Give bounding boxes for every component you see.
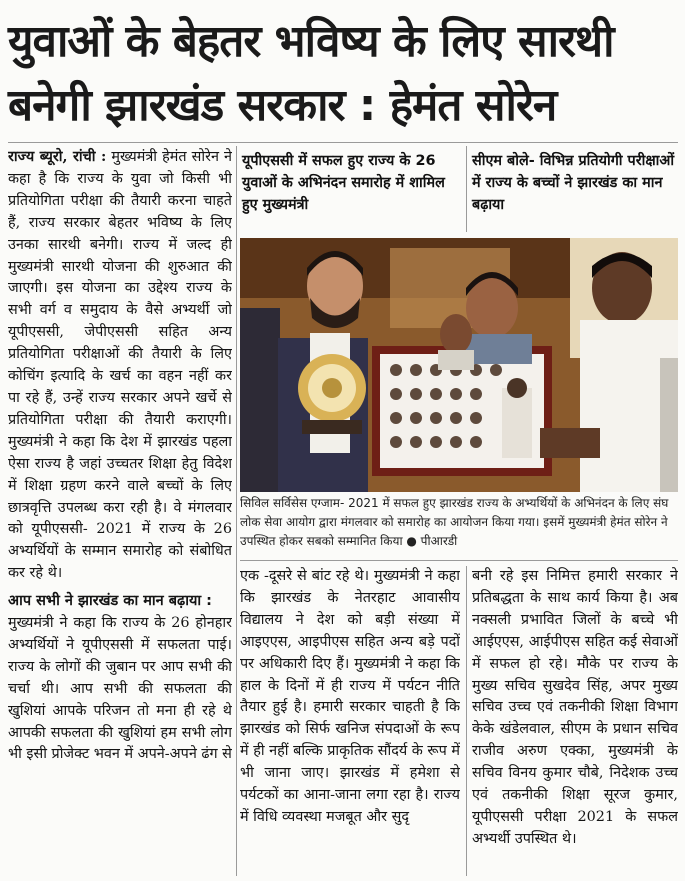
caption-rule bbox=[240, 560, 678, 561]
headline-line-1: युवाओं के बेहतर भविष्य के लिए सारथी bbox=[8, 16, 614, 67]
photo-caption: सिविल सर्विसेस एग्जाम- 2021 में सफल हुए झारखंड राज्य के अभ्यर्थियों के अभिनंदन के लिए संघ लोक सेवा आयोग द्वारा मंगलवार को समारोह का आयोजन किया गया। इसमें मुख्यमंत्री हेमंत सोरेन ने उपस्थित होकर सबको सम्मानित किया ● पीआरडी bbox=[240, 496, 669, 548]
kicker-divider bbox=[466, 146, 467, 232]
column-divider-left bbox=[236, 146, 237, 876]
award-ceremony-photo bbox=[240, 238, 678, 492]
kicker-right: सीएम बोले- विभिन्न प्रतियोगी परीक्षाओं में राज्य के बच्चों ने झारखंड का मान बढ़ाया bbox=[472, 153, 675, 213]
kicker-left: यूपीएससी में सफल हुए राज्य के 26 युवाओं के अभिनंदन समारोह में शामिल हुए मुख्यमंत्री bbox=[242, 153, 445, 213]
headline-line-2: बनेगी झारखंड सरकार : हेमंत सोरेन bbox=[8, 80, 557, 131]
dateline: राज्य ब्यूरो, रांची : bbox=[8, 148, 107, 165]
article-column-left bbox=[8, 146, 232, 874]
article-column-right: बनी रहे इस निमित्त हमारी सरकार ने प्रतिबद्धता के साथ कार्य किया है। अब नक्सली प्रभावित जिलों के बच्चे भी आईएएस, आईपीएस सहित कई सेवाओं में सफल हो रहे। मौके पर राज्य के मुख्य सचिव सुखदेव सिंह, अपर मुख्य सचिव उच्च एवं तकनीकी शिक्षा विभाग केके खंडेलवाल, सीएम के प्रधान सचिव राजीव अरुण एक्का, मुख्यमंत्री के सचिव विनय कुमार चौबे, निदेशक उच्च एवं तकनीकी शिक्षा सूरज कुमार, यूपीएससी परीक्षा 2021 के सफल अभ्यर्थी उपस्थित थे। bbox=[472, 568, 678, 847]
article-paragraph-2: मुख्यमंत्री ने कहा कि राज्य के 26 होनहार अभ्यर्थियों ने यूपीएससी में सफलता पाई। राज्य के लोगों की जुबान पर आप सभी की चर्चा थी। आप सभी की सफलता की खुशियां आपके परिजन तो मना ही रहे थे आपकी सफलता की खुशियां हम सभी लोग भी इसी प्रोजेक्ट भवन में अपने-अपने ढंग से bbox=[8, 615, 232, 763]
article-column-middle: एक -दूसरे से बांट रहे थे। मुख्यमंत्री ने कहा कि झारखंड के नेतरहाट आवासीय विद्यालय ने देश को बड़ी संख्या में आइएएस, आइपीएस सहित अन्य बड़े पदों पर अधिकारी दिए हैं। मुख्यमंत्री ने कहा कि हाल के दिनों में ही राज्य में पर्यटन नीति तैयार हुई है। हमारी सरकार चाहती है कि झारखंड को सिर्फ खनिज संपदाओं के रूप में ही नहीं बल्कि प्राकृतिक सौंदर्य के रूप में भी जाना जाए। झारखंड में हमेशा से पर्यटकों का आना-जाना लगा रहा है। राज्य में विधि व्यवस्था मजबूत और सुदृ bbox=[240, 568, 460, 825]
column-divider-right bbox=[466, 566, 467, 876]
article-subhead: आप सभी ने झारखंड का मान बढ़ाया : bbox=[8, 593, 212, 610]
article-paragraph-1: मुख्यमंत्री हेमंत सोरेन ने कहा है कि राज्य के युवा जो किसी भी प्रतियोगिता परीक्षा की तैयारी करना चाहते हैं, राज्य सरकार बेहतर भविष्य के लिए उनका सारथी बनेगी। राज्य में जल्द ही मुख्यमंत्री सारथी योजना की शुरुआत की जाएगी। इस योजना का उद्देश्य राज्य के सभी वर्ग व समुदाय के वैसे अभ्यर्थी जो यूपीएससी, जेपीएससी सहित अन्य प्रतियोगिता परीक्षाओं की तैयारी के लिए कोचिंग इत्यादि के खर्च का वहन नहीं कर पा रहे हैं, उन्हें राज्य सरकार अपने खर्चे से प्रतियोगिता परीक्षा की तैयारी कराएगी। मुख्यमंत्री ने कहा कि देश में झारखंड पहला ऐसा राज्य है जहां उच्चतर शिक्षा हेतु विदेश में शिक्षा ग्रहण करने वाले बच्चों के लिए छात्रवृत्ति उपलब्ध करा रही है। वे मंगलवार को यूपीएससी- 2021 में राज्य के 26 अभ्यर्थियों के सम्मान समारोह को संबोधित कर रहे थे। bbox=[8, 149, 232, 582]
headline-rule bbox=[8, 142, 678, 143]
